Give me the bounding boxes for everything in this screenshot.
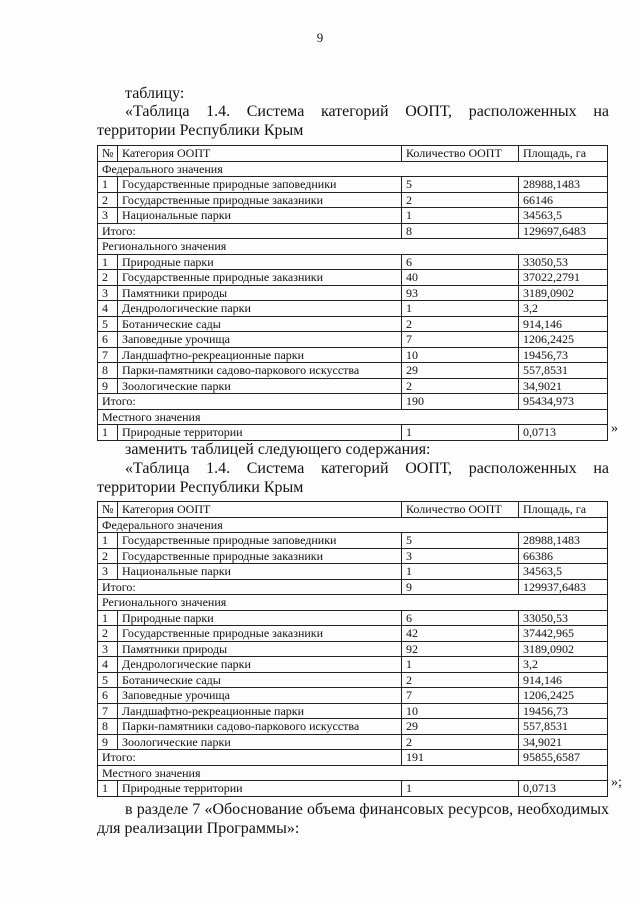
cell-area: 19456,73 — [519, 703, 608, 719]
cell-category: Государственные природные заказники — [118, 626, 402, 642]
section-row — [98, 765, 608, 781]
cell-count: 10 — [402, 703, 519, 719]
table-row — [98, 734, 608, 750]
cell-count: 29 — [402, 363, 519, 379]
cell-category: Государственные природные заказники — [118, 548, 402, 564]
cell-count: 7 — [402, 688, 519, 704]
cell-category: Ландшафтно-рекреационные парки — [118, 347, 402, 363]
cell-category: Дендрологические парки — [118, 301, 402, 317]
section-row — [98, 409, 608, 425]
cell-area: 33050,53 — [519, 610, 608, 626]
cell-category: Природные парки — [118, 610, 402, 626]
total-area: 129937,6483 — [519, 579, 608, 595]
cell-count: 1 — [402, 208, 519, 224]
cell-category: Парки-памятники садово-паркового искусства — [118, 719, 402, 735]
cell-count: 40 — [402, 270, 519, 286]
cell-count: 93 — [402, 285, 519, 301]
old-table-caption: «Таблица 1.4. Система категорий ООПТ, расположенных на территории Республики Крым — [97, 103, 609, 139]
cell-count: 2 — [402, 316, 519, 332]
new-oopt-table — [97, 501, 608, 797]
section-row — [98, 161, 608, 177]
table-row — [98, 270, 608, 286]
header-category: Категория ООПТ — [118, 502, 402, 518]
cell-category: Заповедные урочища — [118, 332, 402, 348]
cell-number: 3 — [98, 564, 118, 580]
cell-number: 7 — [98, 703, 118, 719]
cell-number: 6 — [98, 688, 118, 704]
total-count: 9 — [402, 579, 519, 595]
cell-count: 3 — [402, 548, 519, 564]
cell-area: 33050,53 — [519, 254, 608, 270]
cell-area: 0,0713 — [519, 781, 608, 797]
total-label: Итого: — [98, 750, 402, 766]
cell-category: Природные территории — [118, 781, 402, 797]
cell-category: Национальные парки — [118, 208, 402, 224]
new-table-caption: «Таблица 1.4. Система категорий ООПТ, расположенных на территории Республики Крым — [97, 460, 609, 496]
table-row — [98, 363, 608, 379]
section-title: Регионального значения — [98, 239, 608, 255]
cell-area: 914,146 — [519, 672, 608, 688]
table-row — [98, 688, 608, 704]
table-row — [98, 672, 608, 688]
cell-number: 9 — [98, 734, 118, 750]
total-count: 191 — [402, 750, 519, 766]
cell-category: Парки-памятники садово-паркового искусства — [118, 363, 402, 379]
header-number: № — [98, 502, 118, 518]
table-row — [98, 425, 608, 441]
total-count: 190 — [402, 394, 519, 410]
cell-area: 34563,5 — [519, 208, 608, 224]
cell-number: 2 — [98, 548, 118, 564]
cell-area: 3189,0902 — [519, 641, 608, 657]
section-title: Федерального значения — [98, 517, 608, 533]
total-count: 8 — [402, 223, 519, 239]
cell-number: 1 — [98, 177, 118, 193]
cell-number: 4 — [98, 657, 118, 673]
cell-number: 2 — [98, 270, 118, 286]
cell-category: Ботанические сады — [118, 316, 402, 332]
cell-category: Ландшафтно-рекреационные парки — [118, 703, 402, 719]
cell-count: 5 — [402, 177, 519, 193]
cell-number: 9 — [98, 378, 118, 394]
cell-area: 1206,2425 — [519, 332, 608, 348]
section-row — [98, 239, 608, 255]
table-row — [98, 347, 608, 363]
table-row — [98, 285, 608, 301]
cell-area: 37022,2791 — [519, 270, 608, 286]
header-count: Количество ООПТ — [402, 502, 519, 518]
cell-area: 1206,2425 — [519, 688, 608, 704]
section-title: Местного значения — [98, 409, 608, 425]
cell-count: 6 — [402, 610, 519, 626]
table-row — [98, 548, 608, 564]
cell-number: 8 — [98, 363, 118, 379]
table-row — [98, 610, 608, 626]
table-row — [98, 533, 608, 549]
cell-category: Государственные природные заказники — [118, 192, 402, 208]
cell-area: 557,8531 — [519, 363, 608, 379]
cell-number: 1 — [98, 254, 118, 270]
table-row — [98, 703, 608, 719]
cell-count: 1 — [402, 564, 519, 580]
cell-count: 2 — [402, 192, 519, 208]
cell-number: 7 — [98, 347, 118, 363]
cell-area: 557,8531 — [519, 719, 608, 735]
cell-count: 10 — [402, 347, 519, 363]
cell-category: Памятники природы — [118, 285, 402, 301]
cell-area: 28988,1483 — [519, 177, 608, 193]
cell-category: Природные территории — [118, 425, 402, 441]
table-header-row — [98, 146, 608, 162]
cell-category: Заповедные урочища — [118, 688, 402, 704]
header-area: Площадь, га — [519, 146, 608, 162]
cell-category: Дендрологические парки — [118, 657, 402, 673]
cell-area: 19456,73 — [519, 347, 608, 363]
header-count: Количество ООПТ — [402, 146, 519, 162]
total-area: 95434,973 — [519, 394, 608, 410]
table-row — [98, 641, 608, 657]
cell-area: 66386 — [519, 548, 608, 564]
cell-count: 42 — [402, 626, 519, 642]
cell-area: 66146 — [519, 192, 608, 208]
table-row — [98, 626, 608, 642]
cell-number: 1 — [98, 425, 118, 441]
table-row — [98, 564, 608, 580]
header-number: № — [98, 146, 118, 162]
cell-number: 2 — [98, 192, 118, 208]
table-row — [98, 657, 608, 673]
cell-count: 2 — [402, 734, 519, 750]
old-table-closing-quote: » — [611, 421, 618, 436]
total-label: Итого: — [98, 394, 402, 410]
section-title: Местного значения — [98, 765, 608, 781]
cell-number: 1 — [98, 781, 118, 797]
cell-count: 1 — [402, 657, 519, 673]
cell-count: 92 — [402, 641, 519, 657]
cell-area: 3189,0902 — [519, 285, 608, 301]
cell-number: 3 — [98, 208, 118, 224]
section-title: Федерального значения — [98, 161, 608, 177]
cell-count: 2 — [402, 672, 519, 688]
header-area: Площадь, га — [519, 502, 608, 518]
cell-count: 29 — [402, 719, 519, 735]
cell-area: 3,2 — [519, 301, 608, 317]
cell-area: 34563,5 — [519, 564, 608, 580]
table-row — [98, 208, 608, 224]
old-oopt-table — [97, 145, 608, 441]
total-label: Итого: — [98, 223, 402, 239]
cell-number: 3 — [98, 285, 118, 301]
section-row — [98, 595, 608, 611]
replace-line: заменить таблицей следующего содержания: — [125, 441, 431, 458]
cell-area: 0,0713 — [519, 425, 608, 441]
cell-area: 37442,965 — [519, 626, 608, 642]
cell-number: 6 — [98, 332, 118, 348]
cell-category: Зоологические парки — [118, 734, 402, 750]
new-table-closing-quote: »; — [611, 775, 622, 790]
final-paragraph: в разделе 7 «Обоснование объема финансовых ресурсов, необходимых для реализации Программы»: — [97, 801, 609, 837]
cell-number: 8 — [98, 719, 118, 735]
total-row — [98, 223, 608, 239]
cell-count: 1 — [402, 781, 519, 797]
header-category: Категория ООПТ — [118, 146, 402, 162]
total-row — [98, 394, 608, 410]
cell-number: 1 — [98, 610, 118, 626]
cell-category: Государственные природные заповедники — [118, 177, 402, 193]
cell-area: 914,146 — [519, 316, 608, 332]
cell-category: Памятники природы — [118, 641, 402, 657]
table-row — [98, 332, 608, 348]
total-row — [98, 750, 608, 766]
cell-category: Природные парки — [118, 254, 402, 270]
cell-area: 28988,1483 — [519, 533, 608, 549]
total-row — [98, 579, 608, 595]
table-row — [98, 177, 608, 193]
section-title: Регионального значения — [98, 595, 608, 611]
table-row — [98, 192, 608, 208]
table-row — [98, 316, 608, 332]
cell-count: 2 — [402, 378, 519, 394]
table-row — [98, 719, 608, 735]
cell-count: 1 — [402, 425, 519, 441]
cell-area: 34,9021 — [519, 734, 608, 750]
cell-number: 4 — [98, 301, 118, 317]
cell-count: 6 — [402, 254, 519, 270]
table-row — [98, 781, 608, 797]
cell-area: 3,2 — [519, 657, 608, 673]
cell-count: 7 — [402, 332, 519, 348]
table-header-row — [98, 502, 608, 518]
cell-number: 3 — [98, 641, 118, 657]
table-row — [98, 378, 608, 394]
cell-number: 5 — [98, 316, 118, 332]
intro-line: таблицу: — [125, 85, 185, 102]
cell-category: Национальные парки — [118, 564, 402, 580]
cell-number: 1 — [98, 533, 118, 549]
total-area: 95855,6587 — [519, 750, 608, 766]
cell-category: Зоологические парки — [118, 378, 402, 394]
total-area: 129697,6483 — [519, 223, 608, 239]
cell-category: Государственные природные заказники — [118, 270, 402, 286]
page-number: 9 — [316, 30, 324, 45]
table-row — [98, 254, 608, 270]
cell-category: Государственные природные заповедники — [118, 533, 402, 549]
cell-count: 1 — [402, 301, 519, 317]
cell-number: 5 — [98, 672, 118, 688]
cell-category: Ботанические сады — [118, 672, 402, 688]
section-row — [98, 517, 608, 533]
table-row — [98, 301, 608, 317]
cell-number: 2 — [98, 626, 118, 642]
cell-area: 34,9021 — [519, 378, 608, 394]
total-label: Итого: — [98, 579, 402, 595]
cell-count: 5 — [402, 533, 519, 549]
